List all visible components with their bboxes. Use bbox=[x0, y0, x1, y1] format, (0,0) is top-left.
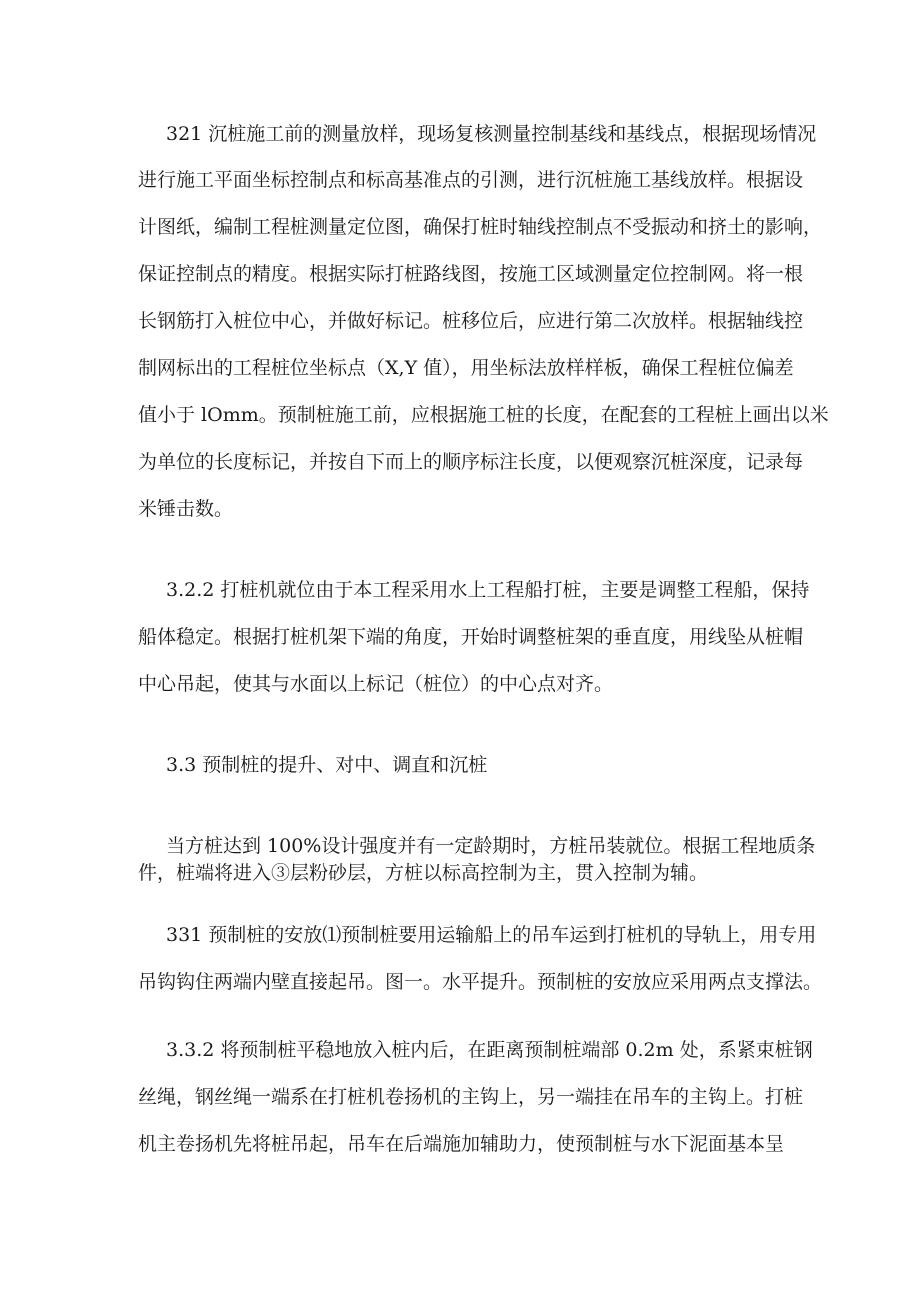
text-line: 计图纸，编制工程桩测量定位图，确保打桩时轴线控制点不受振动和挤土的影响， bbox=[138, 216, 823, 238]
text-line: 制网标出的工程桩位坐标点（X,Y 值），用坐标法放样样板，确保工程桩位偏差 bbox=[138, 357, 794, 379]
text-line: 船体稳定。根据打桩机架下端的角度，开始时调整桩架的垂直度，用线坠从桩帽 bbox=[138, 626, 804, 648]
text-line: 3.2.2 打桩机就位由于本工程采用水上工程船打桩，主要是调整工程船，保持 bbox=[166, 579, 810, 601]
text-line: 件，桩端将进入③层粉砂层，方桩以标高控制为主，贯入控制为辅。 bbox=[138, 862, 709, 884]
text-line: 丝绳，钢丝绳一端系在打桩机卷扬机的主钩上，另一端挂在吊车的主钩上。打桩 bbox=[138, 1086, 804, 1108]
text-line: 值小于 lOmm。预制桩施工前，应根据施工桩的长度，在配套的工程桩上画出以米 bbox=[138, 404, 829, 426]
text-line: 米锤击数。 bbox=[138, 498, 234, 520]
text-line: 吊钩钩住两端内壁直接起吊。图一。水平提升。预制桩的安放应采用两点支撑法。 bbox=[138, 971, 823, 993]
text-line: 长钢筋打入桩位中心，并做好标记。桩移位后，应进行第二次放样。根据轴线控 bbox=[138, 310, 804, 332]
section-heading: 3.3 预制桩的提升、对中、调直和沉桩 bbox=[166, 754, 488, 776]
text-line: 为单位的长度标记，并按自下而上的顺序标注长度，以便观察沉桩深度，记录每 bbox=[138, 451, 804, 473]
text-line: 当方桩达到 100%设计强度并有一定龄期时，方桩吊装就位。根据工程地质条 bbox=[166, 835, 816, 857]
text-line: 321 沉桩施工前的测量放样，现场复核测量控制基线和基线点，根据现场情况 bbox=[166, 123, 817, 145]
text-line: 保证控制点的精度。根据实际打桩路线图，按施工区域测量定位控制网。将一根 bbox=[138, 263, 804, 285]
text-line: 3.3.2 将预制桩平稳地放入桩内后，在距离预制桩端部 0.2m 处，系紧束桩钢 bbox=[166, 1039, 813, 1061]
text-line: 中心吊起，使其与水面以上标记（桩位）的中心点对齐。 bbox=[138, 673, 614, 695]
text-line: 进行施工平面坐标控制点和标高基准点的引测，进行沉桩施工基线放样。根据设 bbox=[138, 169, 804, 191]
text-line: 机主卷扬机先将桩吊起，吊车在后端施加辅助力，使预制桩与水下泥面基本呈 bbox=[138, 1133, 785, 1155]
text-line: 331 预制桩的安放⑴预制桩要用运输船上的吊车运到打桩机的导轨上，用专用 bbox=[166, 924, 817, 946]
